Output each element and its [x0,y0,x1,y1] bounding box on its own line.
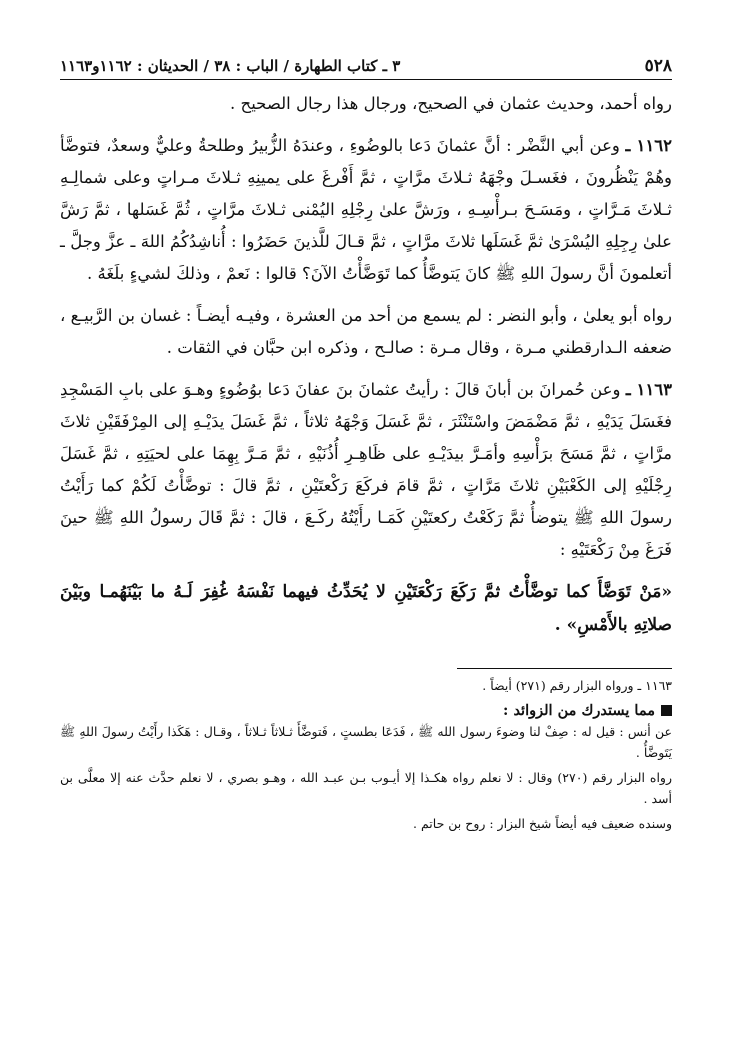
hadith-number-1163: ١١٦٣ ـ [625,380,672,399]
footnote-separator [457,668,672,669]
hadith-1162 [60,130,672,290]
zawaid-heading [60,700,672,721]
paragraph-riwaya-1: رواه أحمد، وحديث عثمان في الصحيح، ورجال هذا رجال الصحيح . [230,94,672,113]
footnote-1163: ١١٦٣ ـ ورواه البزار رقم (٢٧١) أيضاً . [482,678,672,693]
zawaid-title: مما يستدرك من الزوائد : [503,702,655,719]
page-number: ٥٢٨ [644,56,672,76]
hadith-quote: «مَنْ تَوَضَّأَ كما توضَّأْتُ ثمَّ رَكَعَ رَكْعَتَيْنِ لا يُحَدِّثُ فيهما نَفْسَهُ غُفِرَ لَـهُ ما بَيْنَهُمـا وبَيْنَ صلاتِهِ بالأَمْسِ» . [60,582,672,635]
page-header [60,56,672,80]
footnotes [60,675,672,834]
square-bullet-icon [661,705,672,716]
hadith-number-1162: ١١٦٢ ـ [625,136,672,155]
zawaid-text-1: عن أنس : قيل له : صِفْ لنا وضوءَ رسول الله ﷺ ، فَدَعَا بطستٍ ، فَتوضَّأَ ثـلاثاً ثـلاثاً ، وقـال : هَكَذا رأَيْتُ رسولَ اللهِ ﷺ يَتَوضَّأُ . [60,724,672,760]
main-text [60,88,672,642]
running-title: ٣ ـ كتاب الطهارة / الباب : ٣٨ / الحديثان : ١١٦٢و١١٦٣ [60,57,401,75]
paragraph-riwaya-2: رواه أبو يعلىٰ ، وأبو النضر : لم يسمع من أحد من العشرة ، وفيـه أيضـاً : غسان بن الرَّبيـع ، ضعفه الـدارقطني مـرة ، وقال مـرة : صالـح ، وذكره ابن حبَّان في الثقات . [60,306,672,357]
hadith-text-1162: وعن أبي النَّضْر : أنَّ عثمانَ دَعا بالوضُوءِ ، وعندَهُ الزُّبيرُ وطلحةُ وعليٌّ وسعدٌ، فتوضَّأ وهُمْ يَنْظُرونَ ، فغَسـلَ وجْهَهُ ثـلاثَ مرَّاتٍ ، ثمَّ أَفْرغَ على يمينِهِ ثـلاثَ مـراتٍ وعلى شمالِـهِ ثـلاثَ مَـرَّاتٍ ، ومَسَـحَ بـرأْسِـهِ ، ورَشَّ علىٰ رِجْلِهِ اليُمْنى ثـلاثَ مرَّاتٍ ، ثُمَّ غَسَلها ، ثمَّ رَشَّ علىٰ رِجِلِهِ اليُسْرَىٰ ثمَّ غَسَلَها ثلاثَ مرَّاتٍ ، ثمَّ قـالَ للَّذينَ حَضَرُوا : أُناشِدُكُمُ اللهَ ـ عزَّ وجلَّ ـ أتعلمونَ أنَّ رسولَ اللهِ ﷺ كانَ يَتوضَّأُ كما تَوَضَّأْتُ الآنَ؟ قالوا : نَعمْ ، وذلكَ لشيءٍ بلَغَهُ . [60,136,672,283]
hadith-1163 [60,374,672,566]
document-page [60,56,672,838]
zawaid-text-2: رواه البزار رقم (٢٧٠) وقال : لا نعلم رواه هكـذا إلا أيـوب بـن عبـد الله ، وهـو بصري ، لا نعلم حدَّث عنه إلا معلَّى بن أسد . [60,770,672,806]
hadith-text-1163: وعن حُمرانَ بن أبانَ قالَ : رأيتُ عثمانَ بنَ عفانَ دَعا بوُضُوءٍ وهـوَ على بابِ المَسْجِدِ فغَسَلَ يَدَيْهِ ، ثمَّ مَضْمَضَ واسْتَنْثَرَ ، ثمَّ غَسَلَ وَجْهَهُ ثلاثاً ، ثمَّ غَسَلَ يدَيْـهِ إلى المِرْفَقَيْنِ ثلاثَ مرَّاتٍ ، ثمَّ مَسَحَ برَأْسِهِ وأمَـرَّ بيدَيْـهِ على ظَاهِـرِ أُذُنَيْهِ ، ثمَّ مَـرَّ بِهِمَا على لحيَتِهِ ، ثمَّ غَسَلَ رِجْلَيْهِ إلى الكَعْبَيْنِ ثلاثَ مَرَّاتٍ ، ثمَّ قامَ فركَعَ رَكْعتَيْنِ ، ثمَّ قالَ : توضَّأْتُ لَكُمْ كما رَأَيْتُ رسولَ اللهِ ﷺ يتوضأُ ثمَّ رَكَعْتُ ركعتَيْنِ كَمَـا رأَيْتُهُ ركَـعَ ، قالَ : ثمَّ قَالَ رسولُ اللهِ ﷺ حينَ فَرَغَ مِنْ رَكْعَتَيْهِ : [60,380,672,559]
zawaid-text-3: وسنده ضعيف فيه أيضاً شيخ البزار : روح بن حاتم . [413,816,672,831]
